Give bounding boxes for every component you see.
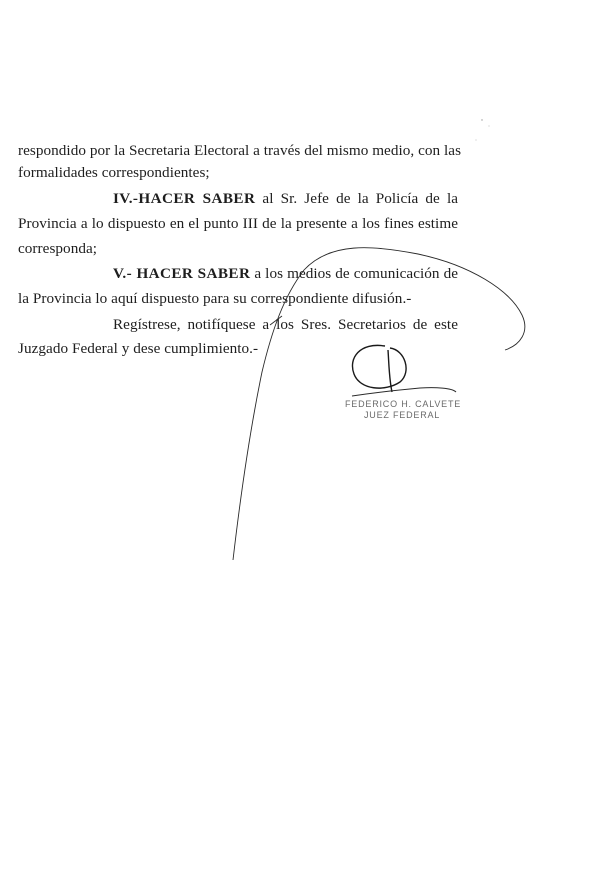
- stamp-title: JUEZ FEDERAL: [364, 410, 441, 420]
- paragraph-line-2: formalidades correspondientes;: [18, 164, 210, 181]
- item-v-text: a los medios de comunicación de: [250, 265, 459, 282]
- scan-speck: [481, 119, 482, 120]
- item-iv-text: al Sr. Jefe de la Policía de la: [255, 190, 459, 207]
- item-iv-line-2: Provincia a lo dispuesto en el punto III de la presente a los fines estime: [18, 215, 458, 232]
- item-iv-heading: IV.-HACER SABER: [113, 190, 256, 207]
- signature-p-stroke: [388, 350, 392, 392]
- item-v-heading: V.- HACER SABER: [113, 265, 251, 282]
- stamp-name: FEDERICO H. CALVETE: [345, 399, 462, 409]
- scan-speck: [489, 126, 490, 127]
- item-v-line-1: [113, 265, 458, 283]
- signature-underline: [352, 388, 456, 396]
- closing-line-2: Juzgado Federal y dese cumplimiento.-: [18, 340, 259, 357]
- item-iv-line-1: [113, 190, 458, 208]
- item-v-line-2: la Provincia lo aquí dispuesto para su correspondiente difusión.-: [18, 290, 412, 307]
- signature-loop: [352, 345, 406, 388]
- scan-speck: [476, 140, 477, 141]
- paragraph-line-1: respondido por la Secretaria Electoral a través del mismo medio, con las: [18, 142, 462, 159]
- item-iv-line-3: corresponda;: [18, 240, 98, 257]
- closing-line-1: Regístrese, notifíquese a los Sres. Secretarios de este: [113, 316, 458, 333]
